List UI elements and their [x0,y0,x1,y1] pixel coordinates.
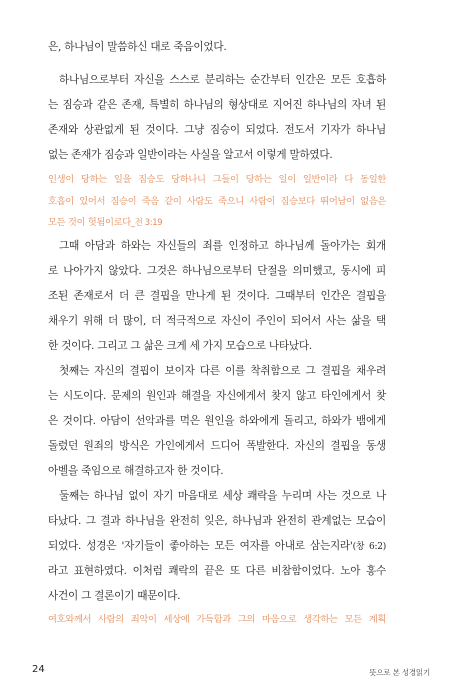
page-number: 24 [32,664,45,675]
text-line: 조된 존재로서 더 큰 결핍을 만나게 된 것이다. 그때부터 인간은 결핍을 [48,289,386,302]
text-line: 둘째는 하나님 없이 자기 마음대로 세상 쾌락을 누리며 사는 것으로 나 [59,490,386,502]
text-line: 하나님으로부터 자신을 스스로 분리하는 순간부터 인간은 모든 호흡하 [59,74,386,86]
text-line: 은, 하나님이 말씀하신 대로 죽음이었다. [48,41,227,53]
text-segment: 되었다. 성경은 '자기들이 좋아하는 모든 여자를 아내로 삼는지라' [48,539,353,552]
paragraph-3 [48,359,386,483]
paragraph-continued [48,35,386,60]
text-line: 아벨을 죽임으로 해결하고자 한 것이다. [48,464,224,477]
text-line: 는 시도이다. 문제의 원인과 해결을 자신에게서 찾지 않고 타인에게서 찾 [48,389,386,402]
text-line: 한 것이다. 그리고 그 삶은 크게 세 가지 모습으로 나타났다. [48,339,312,352]
paragraph-1 [48,68,386,168]
scripture-quote-continued [48,609,386,631]
paragraph-2 [48,234,386,358]
text-line: 그때 아담과 하와는 자신들의 죄를 인정하고 하나님께 돌아가는 회개 [59,240,386,252]
quote-text: 모든 것이 헛됨이로다 [48,217,131,228]
text-line: 없는 존재가 짐승과 일반이라는 사실을 알고서 이렇게 말하였다. [48,148,333,161]
scripture-reference: _전 3:19 [130,217,163,227]
text-line: 사건이 그 결론이기 때문이다. [48,589,181,602]
scripture-quote [48,169,386,234]
quote-line: 호흡이 있어서 짐승이 죽음 같이 사람도 죽으니 사람이 짐승보다 뛰어남이 없음은 [48,195,386,207]
text-line: 라고 표현하였다. 이처럼 쾌락의 끝은 또 다른 비참함이었다. 노아 홍수 [48,564,386,577]
text-line: 채우기 위해 더 많이, 더 적극적으로 자신이 주인이 되어서 사는 삶을 택 [48,314,386,327]
scripture-reference: (창 6:2) [352,541,386,552]
quote-line [48,212,386,234]
text-line: 은 것이다. 아담이 선악과를 먹은 원인을 하와에게 돌리고, 하와가 뱀에게 [48,414,386,427]
paragraph-4 [48,484,386,608]
text-line: 타났다. 그 결과 하나님을 완전히 잊은, 하나님과 완전히 관계없는 모습이 [48,514,386,527]
text-line: 는 짐승과 같은 존재, 특별히 하나님의 형상대로 지어진 하나님의 자녀 된 [48,98,386,111]
quote-line: 여호와께서 사람의 죄악이 세상에 가득함과 그의 마음으로 생각하는 모든 계획 [48,614,386,625]
text-line [48,534,386,559]
quote-line: 인생이 당하는 일을 짐승도 당하나니 그들이 당하는 일이 일반이라 다 동일한 [48,174,386,185]
text-line: 돌렸던 원죄의 방식은 가인에게서 드디어 폭발한다. 자신의 결핍을 동생 [48,439,386,452]
text-line: 첫째는 자신의 결핍이 보이자 다른 이를 착취함으로 그 결핍을 채우려 [59,365,386,377]
running-title: 뜻으로 본 성경읽기 [369,668,430,677]
text-line: 존재와 상관없게 된 것이다. 그냥 짐승이 되었다. 전도서 기자가 하나님 [48,123,386,136]
text-line: 로 나아가지 않았다. 그것은 하나님으로부터 단절을 의미했고, 동시에 피 [48,264,386,277]
